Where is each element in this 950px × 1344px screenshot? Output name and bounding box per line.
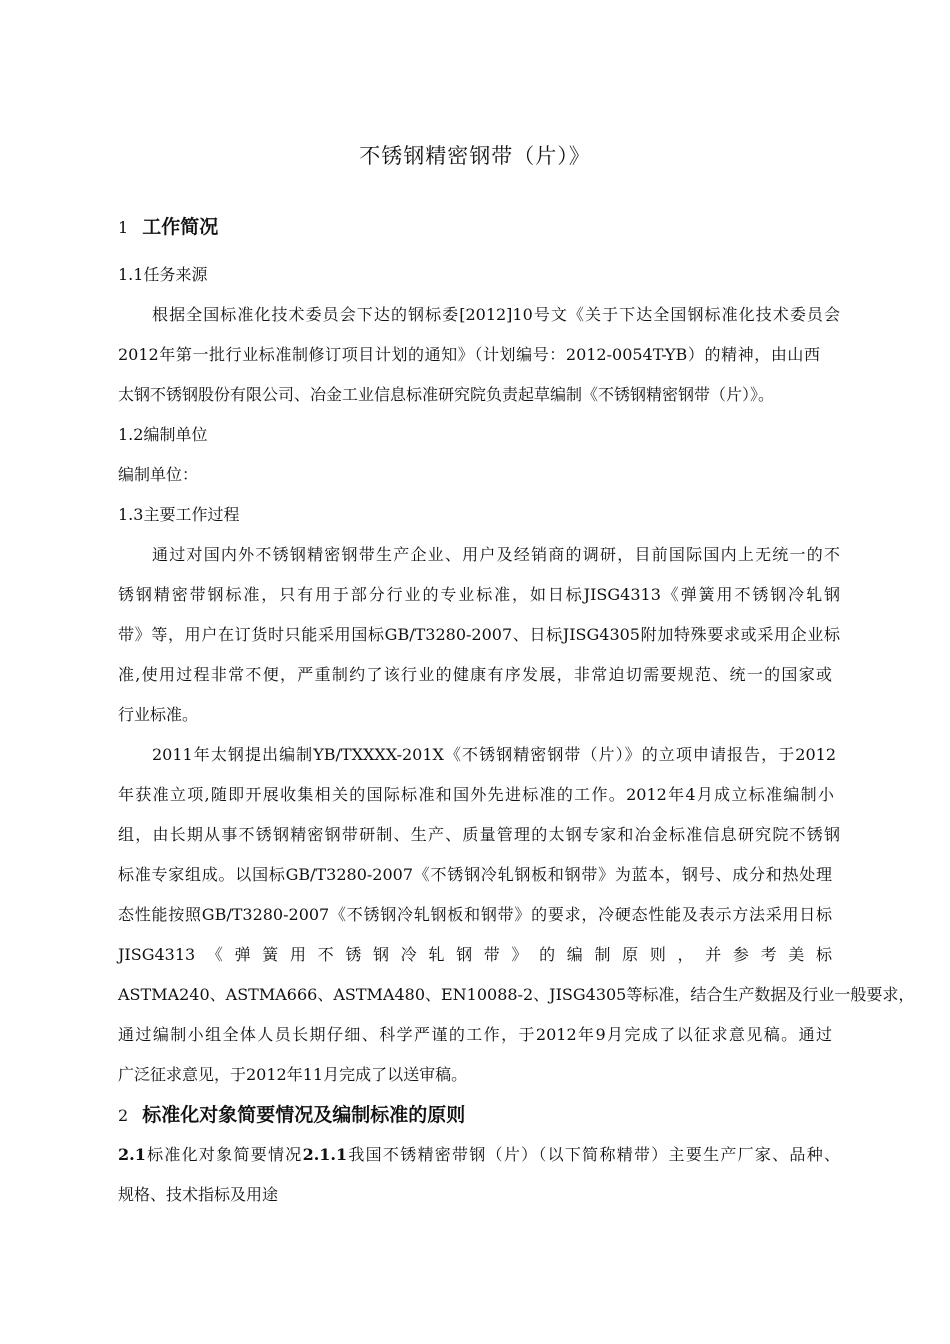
para-3-line-4: 标准专家组成。以国标GB/T3280-2007《不锈钢冷轧钢板和钢带》为蓝本，钢号、成分和热处理 bbox=[118, 865, 832, 884]
document-title: 不锈钢精密钢带（片）》 bbox=[359, 144, 591, 168]
section-1-heading bbox=[118, 212, 218, 239]
para-3-line-2: 年获准立项,随即开展收集相关的国际标准和国外先进标准的工作。2012年4月成立标准编制小 bbox=[118, 785, 834, 804]
para-2-line-3: 带》等，用户在订货时只能采用国标GB/T3280-2007、日标JISG4305附加特殊要求或采用企业标 bbox=[118, 625, 840, 644]
para-2-line-4: 准,使用过程非常不便，严重制约了该行业的健康有序发展，非常迫切需要规范、统一的国家或 bbox=[118, 665, 832, 684]
para-3-line-9: 广泛征求意见，于2012年11月完成了以送审稿。 bbox=[118, 1065, 468, 1084]
subsection-1-2: 1.2编制单位 bbox=[118, 425, 208, 444]
para-3-line-7: ASTMA240、ASTMA666、ASTMA480、EN10088-2、JISG4305等标准，结合生产数据及行业一般要求， bbox=[118, 985, 915, 1004]
para-3-line-8: 通过编制小组全体人员长期仔细、科学严谨的工作，于2012年9月完成了以征求意见稿。通过 bbox=[118, 1025, 832, 1044]
para-2-line-5: 行业标准。 bbox=[118, 705, 199, 724]
subsection-2-1-1-title: 我国不锈精密带钢（片）（以下简称精带）主要生产厂家、品种、 bbox=[347, 1145, 840, 1164]
para-3-line-5: 态性能按照GB/T3280-2007《不锈钢冷轧钢板和钢带》的要求，冷硬态性能及表示方法采用日标 bbox=[118, 905, 832, 924]
subsection-2-1-line-2: 规格、技术指标及用途 bbox=[118, 1185, 279, 1204]
para-2-line-1: 通过对国内外不锈钢精密钢带生产企业、用户及经销商的调研，目前国际国内上无统一的不 bbox=[152, 545, 840, 564]
para-1-line-1: 根据全国标准化技术委员会下达的钢标委[2012]10号文《关于下达全国钢标准化技术委员会 bbox=[152, 305, 840, 324]
section-2-heading bbox=[118, 1100, 465, 1127]
para-1-line-3: 太钢不锈钢股份有限公司、冶金工业信息标准研究院负责起草编制《不锈钢精密钢带（片）》。 bbox=[118, 385, 775, 404]
subsection-2-1-line bbox=[118, 1142, 840, 1165]
section-1-number: 1 bbox=[118, 218, 129, 237]
section-2-title: 标准化对象简要情况及编制标准的原则 bbox=[142, 1104, 466, 1126]
subsection-2-1-title: 标准化对象简要情况 bbox=[145, 1145, 303, 1164]
para-3-line-3: 组，由长期从事不锈钢精密钢带研制、生产、质量管理的太钢专家和冶金标准信息研究院不锈钢 bbox=[118, 825, 840, 844]
para-2-line-2: 锈钢精密带钢标准，只有用于部分行业的专业标准，如日标JISG4313《弹簧用不锈钢冷轧钢 bbox=[118, 585, 840, 604]
subsection-2-1-1-number: 2.1.1 bbox=[302, 1145, 348, 1164]
para-1-line-2: 2012年第一批行业标准制修订项目计划的通知》（计划编号：2012-0054T-YB）的精神，由山西 bbox=[118, 345, 820, 364]
para-3-line-1: 2011年太钢提出编制YB/TXXXX-201X《不锈钢精密钢带（片）》的立项申请报告，于2012 bbox=[152, 745, 836, 764]
section-2-number: 2 bbox=[118, 1106, 129, 1125]
section-1-title: 工作简况 bbox=[142, 216, 219, 238]
subsection-2-1-number: 2.1 bbox=[118, 1145, 146, 1164]
subsection-1-3: 1.3主要工作过程 bbox=[118, 505, 240, 524]
compiling-unit: 编制单位： bbox=[118, 465, 199, 484]
subsection-1-1: 1.1任务来源 bbox=[118, 265, 208, 284]
para-3-line-6: JISG4313《弹簧用不锈钢冷轧钢带》的编制原则，并参考美标 bbox=[118, 945, 832, 964]
